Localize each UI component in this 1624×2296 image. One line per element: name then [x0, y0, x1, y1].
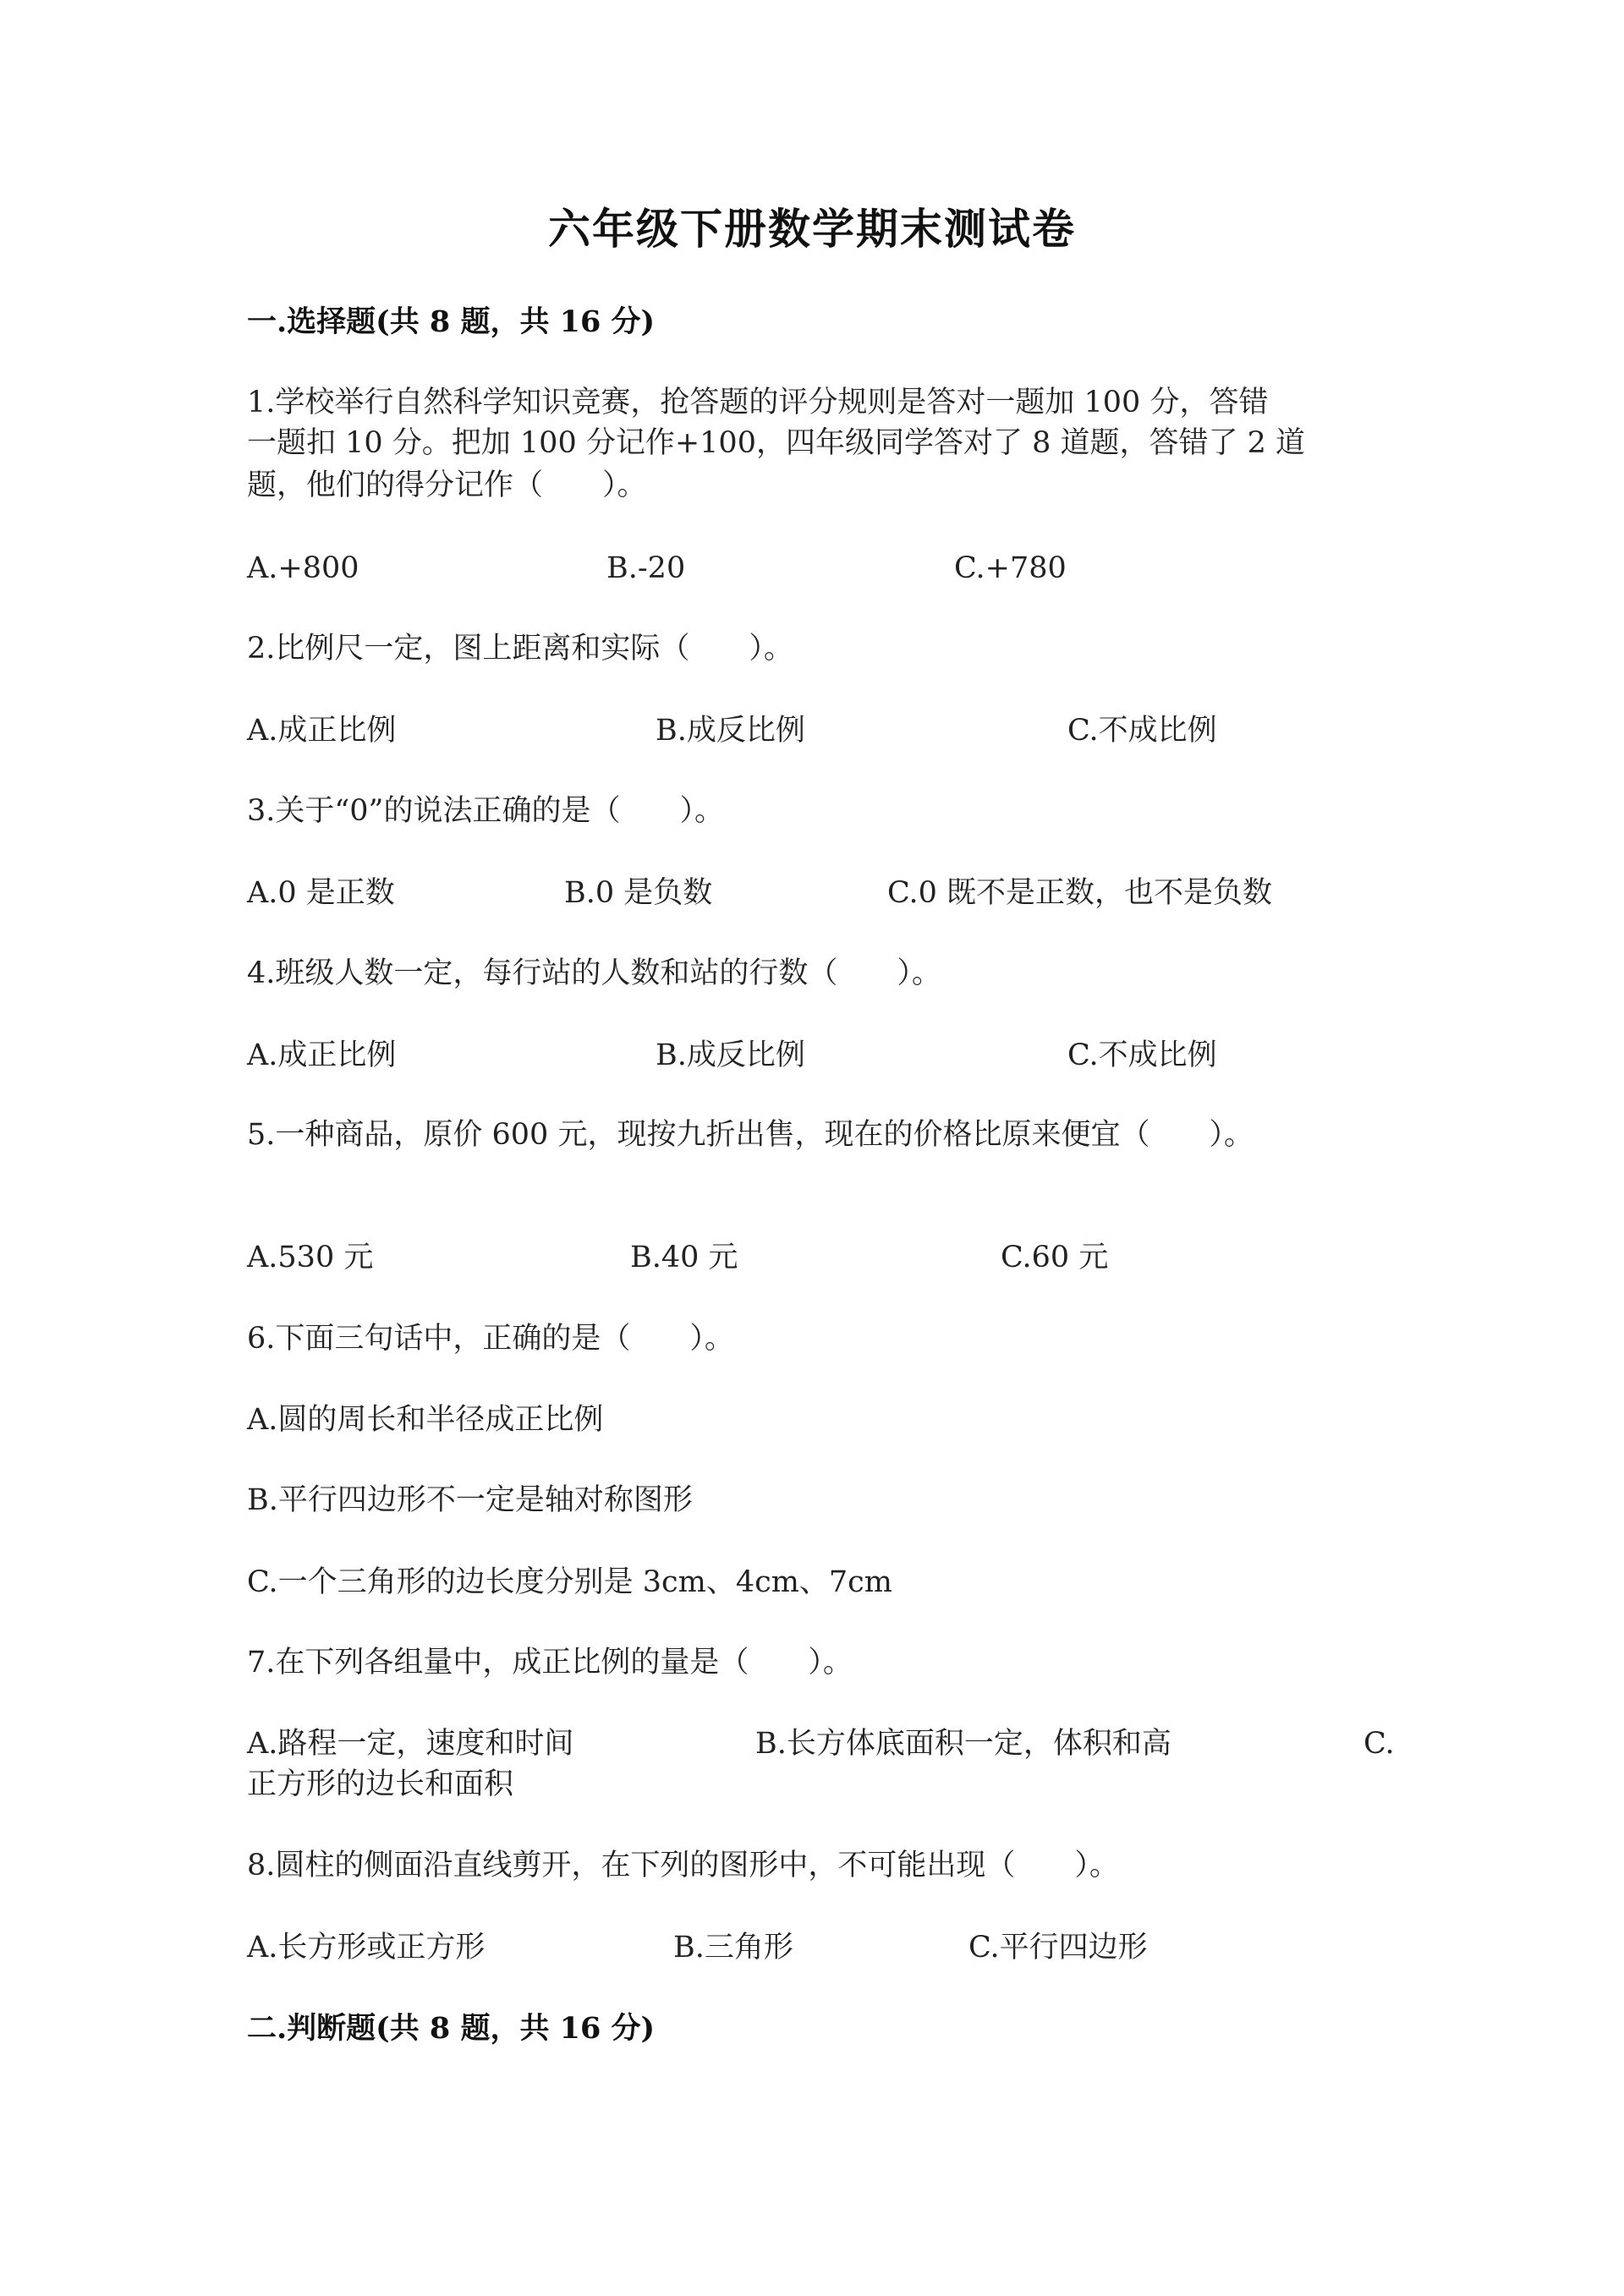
question-5-line-1: 5.一种商品，原价 600 元，现按九折出售，现在的价格比原来便宜（ ）。	[247, 1118, 1254, 1152]
question-1-option-c: C.+780	[954, 551, 1067, 585]
question-8-option-b: B.三角形	[673, 1931, 793, 1964]
question-3-option-a: A.0 是正数	[247, 876, 395, 910]
question-1-line-1: 1.学校举行自然科学知识竞赛，抢答题的评分规则是答对一题加 100 分，答错	[247, 386, 1269, 419]
question-2-option-a: A.成正比例	[247, 714, 397, 748]
question-7-option-c-label: C.	[1363, 1727, 1395, 1761]
question-4-option-c: C.不成比例	[1067, 1038, 1217, 1072]
question-5-option-a: A.530 元	[247, 1241, 374, 1274]
question-7-option-a: A.路程一定，速度和时间	[247, 1727, 574, 1761]
section-heading-judgement: 二.判断题(共 8 题，共 16 分)	[247, 2011, 656, 2046]
question-8-option-a: A.长方形或正方形	[247, 1931, 486, 1964]
question-7-option-b: B.长方体底面积一定，体积和高	[755, 1727, 1171, 1761]
question-8-line-1: 8.圆柱的侧面沿直线剪开，在下列的图形中，不可能出现（ ）。	[247, 1849, 1119, 1882]
page-title: 六年级下册数学期末测试卷	[548, 204, 1076, 254]
question-8-option-c: C.平行四边形	[968, 1931, 1148, 1964]
question-2-option-b: B.成反比例	[656, 714, 805, 748]
question-6-option-a: A.圆的周长和半径成正比例	[247, 1403, 604, 1437]
question-2-line-1: 2.比例尺一定，图上距离和实际（ ）。	[247, 632, 793, 666]
question-1-line-3: 题，他们的得分记作（ ）。	[247, 469, 647, 502]
section-heading-choice: 一.选择题(共 8 题，共 16 分)	[247, 304, 656, 339]
question-6-option-c: C.一个三角形的边长度分别是 3cm、4cm、7cm	[247, 1565, 892, 1599]
question-3-option-b: B.0 是负数	[564, 876, 713, 910]
question-1-line-2: 一题扣 10 分。把加 100 分记作+100，四年级同学答对了 8 道题，答错了 2 道	[247, 426, 1306, 460]
question-6-line-1: 6.下面三句话中，正确的是（ ）。	[247, 1322, 734, 1356]
question-3-option-c: C.0 既不是正数，也不是负数	[887, 876, 1273, 910]
question-4-option-b: B.成反比例	[656, 1038, 805, 1072]
question-5-option-b: B.40 元	[630, 1241, 738, 1274]
question-4-line-1: 4.班级人数一定，每行站的人数和站的行数（ ）。	[247, 956, 941, 990]
question-4-option-a: A.成正比例	[247, 1038, 397, 1072]
question-1-option-b: B.-20	[606, 551, 686, 585]
question-6-option-b: B.平行四边形不一定是轴对称图形	[247, 1483, 693, 1517]
question-1-option-a: A.+800	[247, 551, 359, 585]
question-5-option-c: C.60 元	[1001, 1241, 1109, 1274]
question-7-line-1: 7.在下列各组量中，成正比例的量是（ ）。	[247, 1646, 853, 1680]
question-3-line-1: 3.关于“0”的说法正确的是（ ）。	[247, 794, 724, 828]
question-2-option-c: C.不成比例	[1067, 714, 1217, 748]
question-7-option-c-text: 正方形的边长和面积	[247, 1767, 514, 1801]
